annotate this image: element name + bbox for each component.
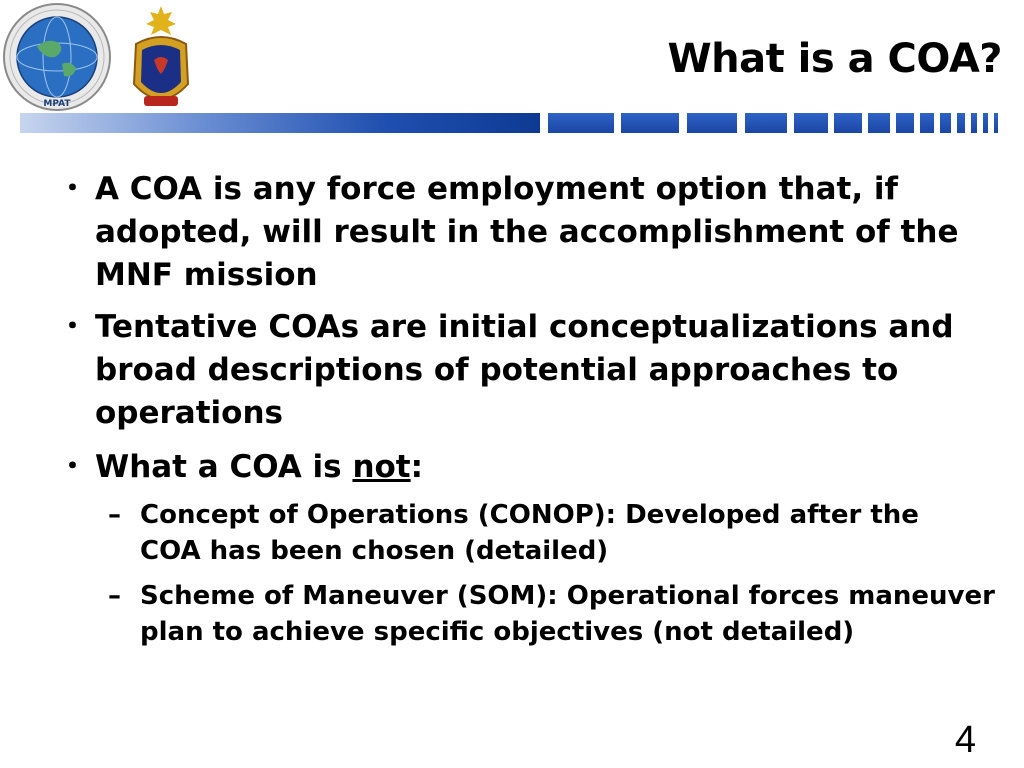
bar-segment — [971, 113, 977, 133]
bar-segment — [994, 113, 998, 133]
sub-bullet-line: COA has been chosen (detailed) — [140, 536, 609, 566]
bar-segment — [745, 113, 787, 133]
sub-bullet-marker: – — [108, 581, 121, 611]
bullet-text: : — [410, 449, 424, 485]
gradient-bar — [20, 113, 540, 133]
sub-bullet-marker: – — [108, 500, 121, 530]
bullet-line: adopted, will result in the accomplishment of the — [95, 214, 959, 250]
bullet-item — [57, 168, 975, 297]
bar-segment — [957, 113, 965, 133]
bar-segment — [868, 113, 890, 133]
bullet-line: broad descriptions of potential approaches to — [95, 352, 899, 388]
bar-segment — [621, 113, 679, 133]
bar-segment — [548, 113, 614, 133]
bullet-line: MNF mission — [95, 257, 318, 293]
sub-bullet-item — [108, 578, 1000, 650]
bar-segment — [983, 113, 988, 133]
sub-bullet-line: Scheme of Maneuver (SOM): Operational forces maneuver — [140, 581, 995, 611]
bar-segment — [834, 113, 862, 133]
bullet-text: What a COA is — [95, 449, 353, 485]
bullet-marker: ・ — [57, 309, 88, 345]
bullet-marker: ・ — [57, 171, 88, 207]
sub-bullet-line: Concept of Operations (CONOP): Developed after the — [140, 500, 919, 530]
bullet-line — [95, 446, 975, 489]
bar-segment — [940, 113, 951, 133]
bar-segment — [896, 113, 914, 133]
sub-bullet-line: plan to achieve specific objectives (not detailed) — [140, 617, 855, 647]
bullet-item — [57, 446, 975, 489]
royal-crest-icon — [126, 4, 196, 112]
slide-title: What is a COA? — [667, 36, 1002, 82]
bar-segment — [920, 113, 934, 133]
bar-segment — [794, 113, 828, 133]
bullet-line: A COA is any force employment option that, if — [95, 171, 899, 207]
bullet-line: Tentative COAs are initial conceptualizations and — [95, 309, 954, 345]
bullet-line: operations — [95, 395, 283, 431]
emphasis-not: not — [352, 449, 411, 485]
sub-bullet-item — [108, 497, 1000, 569]
mpat-logo-short: MPAT — [43, 99, 71, 109]
page-number: 4 — [954, 719, 976, 761]
header-divider-bar — [20, 113, 1024, 133]
bullet-item — [57, 306, 975, 435]
bullet-marker: ・ — [57, 449, 88, 485]
bar-segment — [687, 113, 737, 133]
mpat-globe-logo — [2, 2, 112, 112]
